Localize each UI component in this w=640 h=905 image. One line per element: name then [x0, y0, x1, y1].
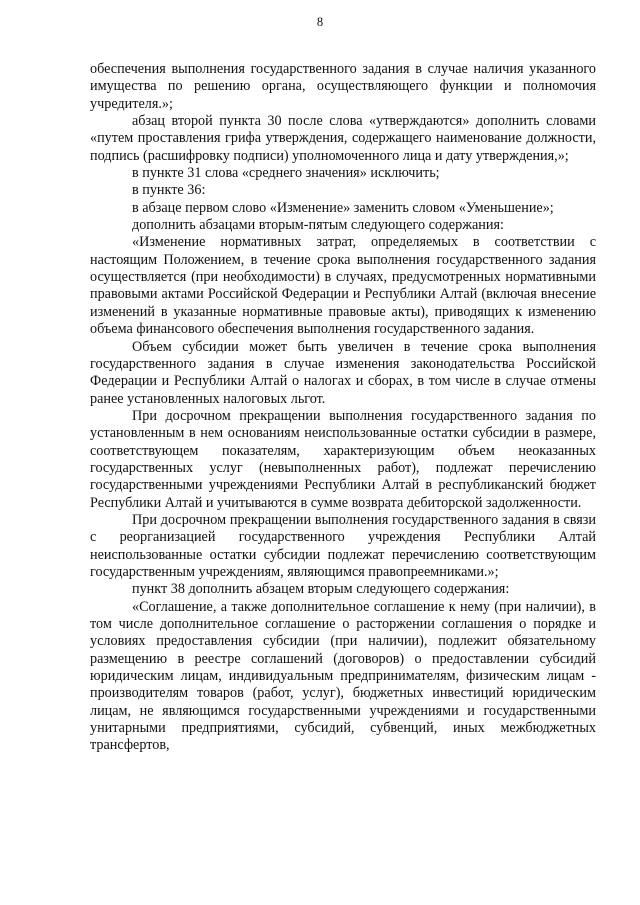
paragraph-item-36-first: в абзаце первом слово «Изменение» заменить словом «Уменьшение»; [132, 199, 554, 216]
paragraph-quote-reorganization: При досрочном прекращении выполнения государственного задания в связи с реорганизацией государственного учреждения Республики Алтай неиспользованные остатки субсидии подлежат перечислению соответствующим государственным учреждениям, являющимся правопреемниками.»; [90, 511, 596, 580]
paragraph-item-30: абзац второй пункта 30 после слова «утверждаются» дополнить словами «путем проставления грифа утверждения, содержащего наименование должности, подпись (расшифровку подписи) уполномоченного лица и дату утверждения,»; [90, 113, 596, 164]
paragraph-continuation: обеспечения выполнения государственного задания в случае наличия указанного имущества по решению органа, осуществляющего функции и полномочия учредителя.»; [90, 61, 596, 112]
paragraph-item-31: в пункте 31 слова «среднего значения» исключить; [132, 165, 440, 182]
paragraph-item-36-addition: дополнить абзацами вторым-пятым следующего содержания: [132, 217, 504, 234]
paragraph-quote-agreement: «Соглашение, а также дополнительное соглашение к нему (при наличии), в том числе дополнительное соглашение о расторжении соглашения о порядке и условиях предоставления субсидии (при наличии), подлежит обязательному размещению в реестре соглашений (договоров) о предоставлении субсидий юридическим лицам, индивидуальным предпринимателям, физическим лицам - производителям товаров (работ, услуг), бюджетных инвестиций юридическим лицам, не являющимся государственными учреждениями и государственными унитарными предприятиями, субсидий, субвенций, иных межбюджетных трансфертов, [90, 598, 596, 754]
paragraph-quote-subsidy: Объем субсидии может быть увеличен в течение срока выполнения государственного задания в случае изменения законодательства Российской Федерации и Республики Алтай о налогах и сборах, в том числе в случае отмены ранее установленных налоговых льгот. [90, 338, 596, 407]
paragraph-quote-early-termination: При досрочном прекращении выполнения государственного задания по установленным в нем основаниям неиспользованные остатки субсидии в размере, соответствующем показателям, характеризующим объем неоказанных государственных услуг (невыполненных работ), подлежат перечислению государственными учреждениями Республики Алтай в республиканский бюджет Республики Алтай и учитываются в сумме возврата дебиторской задолженности. [90, 407, 596, 511]
page-number: 8 [316, 15, 324, 29]
paragraph-item-38: пункт 38 дополнить абзацем вторым следующего содержания: [132, 581, 510, 598]
document-body [90, 61, 596, 755]
paragraph-item-36: в пункте 36: [132, 182, 206, 199]
paragraph-quote-change: «Изменение нормативных затрат, определяемых в соответствии с настоящим Положением, в течение срока выполнения государственного задания осуществляется (при необходимости) в случаях, предусмотренных нормативными правовыми актами Российской Федерации и Республики Алтай (включая внесение изменений в указанные нормативные правовые акты), приводящих к изменению объема финансового обеспечения выполнения государственного задания. [90, 234, 596, 338]
